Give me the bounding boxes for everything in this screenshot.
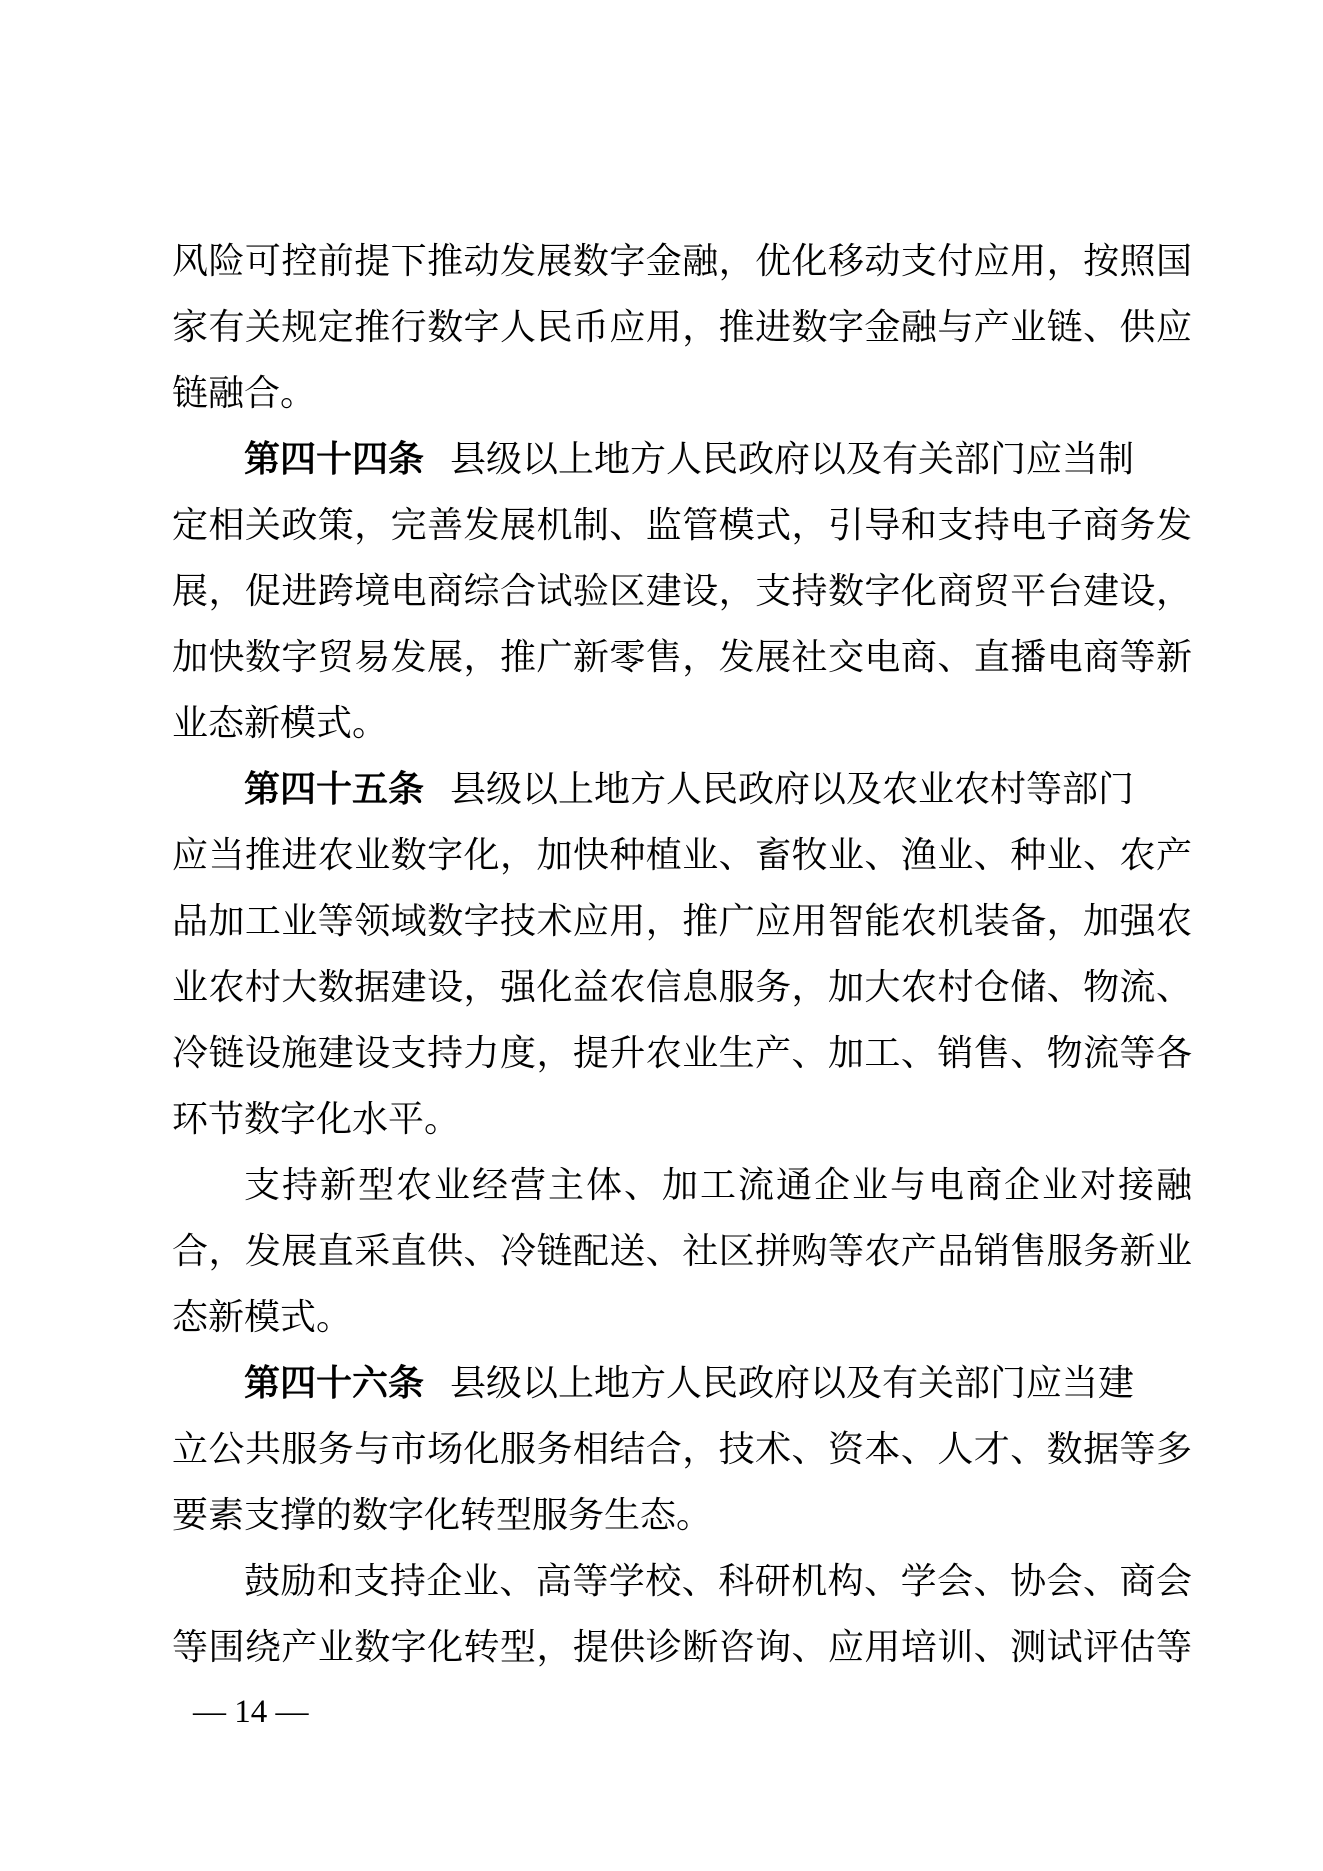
text-line: 加快数字贸易发展，推广新零售，发展社交电商、直播电商等新 xyxy=(172,637,1192,677)
text-line: 定相关政策，完善发展机制、监管模式，引导和支持电子商务发 xyxy=(172,505,1192,545)
text-line: 展，促进跨境电商综合试验区建设，支持数字化商贸平台建设， xyxy=(172,571,1192,611)
text-line: 品加工业等领域数字技术应用，推广应用智能农机装备，加强农 xyxy=(172,901,1192,941)
text-line: 等围绕产业数字化转型，提供诊断咨询、应用培训、测试评估等 xyxy=(172,1627,1192,1667)
article-heading-line xyxy=(172,756,1192,822)
text-line: 态新模式。 xyxy=(172,1297,353,1337)
article-heading-line xyxy=(172,426,1192,492)
text-line: 立公共服务与市场化服务相结合，技术、资本、人才、数据等多 xyxy=(172,1429,1192,1469)
text-line: 风险可控前提下推动发展数字金融，优化移动支付应用，按照国 xyxy=(172,241,1192,281)
article-number: 第四十五条 xyxy=(244,769,425,809)
page-number-label: — 14 — xyxy=(193,1694,309,1730)
text-line: 业农村大数据建设，强化益农信息服务，加大农村仓储、物流、 xyxy=(172,967,1192,1007)
article-number: 第四十六条 xyxy=(244,1363,425,1403)
text-line: 支持新型农业经营主体、加工流通企业与电商企业对接融 xyxy=(244,1165,1192,1205)
text-line: 要素支撑的数字化转型服务生态。 xyxy=(172,1495,713,1535)
text-line: 冷链设施建设支持力度，提升农业生产、加工、销售、物流等各 xyxy=(172,1033,1192,1073)
text-line: 合，发展直采直供、冷链配送、社区拼购等农产品销售服务新业 xyxy=(172,1231,1192,1271)
text-line: 链融合。 xyxy=(172,373,317,413)
article-first-line-text: 县级以上地方人民政府以及农业农村等部门 xyxy=(450,769,1135,809)
text-line: 业态新模式。 xyxy=(172,703,389,743)
text-line: 家有关规定推行数字人民币应用，推进数字金融与产业链、供应 xyxy=(172,307,1192,347)
text-line: 鼓励和支持企业、高等学校、科研机构、学会、协会、商会 xyxy=(244,1561,1192,1601)
text-line: 环节数字化水平。 xyxy=(172,1099,461,1139)
article-number: 第四十四条 xyxy=(244,439,425,479)
article-first-line-text: 县级以上地方人民政府以及有关部门应当制 xyxy=(450,439,1135,479)
article-heading-line xyxy=(172,1350,1192,1416)
article-first-line-text: 县级以上地方人民政府以及有关部门应当建 xyxy=(450,1363,1135,1403)
page-number xyxy=(193,1690,309,1734)
document-body xyxy=(172,228,1192,1680)
text-line: 应当推进农业数字化，加快种植业、畜牧业、渔业、种业、农产 xyxy=(172,835,1192,875)
